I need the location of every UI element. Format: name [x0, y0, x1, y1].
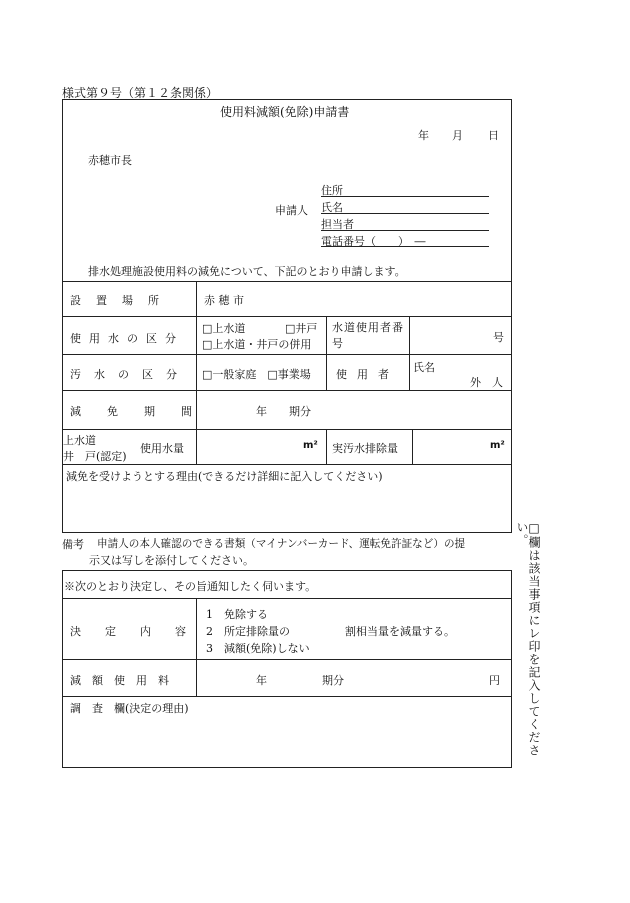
- decision-item3: 3 減額(免除)しない: [206, 642, 310, 655]
- period-value: 年 期分: [256, 405, 311, 418]
- column-divider: [196, 429, 197, 464]
- sewage-type-label: 汚水の区分: [70, 368, 190, 381]
- decision-item1: 1 免除する: [206, 608, 268, 621]
- water-option-tap[interactable]: □上水道: [202, 322, 246, 335]
- sewage-options[interactable]: □一般家庭 □事業場: [202, 368, 311, 381]
- water-user-number-label: 水道使用者番号: [332, 321, 404, 350]
- location-label-text: 設置場所: [70, 294, 174, 307]
- phone-field-line[interactable]: [321, 246, 489, 247]
- source-line1: 上水道: [63, 434, 96, 447]
- water-user-number-suffix: 号: [493, 331, 504, 344]
- source-line2: 井 戸(認定): [63, 450, 127, 463]
- row-divider: [62, 464, 512, 465]
- note-prefix: 備考: [62, 538, 84, 551]
- applicant-phone-label: 電話番号（ ） ―: [321, 235, 426, 248]
- row-divider: [62, 696, 512, 697]
- date-day-label: 日: [488, 129, 499, 142]
- column-divider: [326, 316, 327, 390]
- name-field-line[interactable]: [321, 213, 489, 214]
- fee-unit: 円: [489, 674, 500, 687]
- applicant-address-label: 住所: [321, 184, 343, 197]
- addressee: 赤穂市長: [88, 154, 132, 167]
- usage-amount-label: 使用水量: [140, 442, 184, 455]
- decision-header: ※次のとおり決定し、その旨通知したく伺います。: [64, 580, 317, 593]
- user-label: 使用者: [336, 368, 399, 381]
- address-field-line[interactable]: [321, 196, 489, 197]
- water-option-both[interactable]: □上水道・井戸の併用: [202, 338, 312, 351]
- row-divider: [62, 390, 512, 391]
- fee-label: 減額使用料: [70, 674, 180, 687]
- decision-table: [62, 570, 512, 768]
- note-line1: 申請人の本人確認のできる書類（マイナンバーカード、運転免許証など）の提: [97, 538, 466, 550]
- actual-discharge-label: 実汚水排除量: [332, 442, 398, 455]
- row-divider: [62, 354, 512, 355]
- column-divider: [326, 429, 327, 464]
- row-divider: [62, 598, 512, 599]
- date-month-label: 月: [452, 129, 463, 142]
- note-line2: 示又は写しを添付してください。: [89, 554, 254, 567]
- form-header-box: [62, 99, 512, 282]
- date-year-label: 年: [418, 129, 429, 142]
- other-persons-suffix: 外 人: [470, 376, 503, 389]
- form-title: 使用料減額(免除)申請書: [220, 105, 350, 119]
- water-type-label: 使用水の区分: [70, 332, 184, 345]
- column-divider: [412, 429, 413, 464]
- survey-label: 調 査 欄(決定の理由): [70, 702, 189, 715]
- applicant-person-label: 担当者: [321, 218, 354, 231]
- decision-item2: 2 所定排除量の 割相当量を減量する。: [206, 625, 455, 638]
- form-number: 様式第９号（第１２条関係）: [62, 86, 219, 100]
- user-name-label: 氏名: [413, 361, 435, 374]
- row-divider: [62, 659, 512, 660]
- intro-text: 排水処理施設使用料の減免について、下記のとおり申請します。: [88, 265, 406, 278]
- column-divider: [409, 316, 410, 390]
- side-note: □欄は該当事項にレ印を記入してください。: [515, 521, 541, 757]
- discharge-unit: m²: [490, 440, 505, 451]
- period-label: 減免期間: [70, 405, 218, 418]
- person-field-line[interactable]: [321, 230, 489, 231]
- water-option-well[interactable]: □井戸: [285, 322, 318, 335]
- decision-label: 決定内容: [70, 625, 210, 638]
- fee-period: 年 期分: [256, 674, 344, 687]
- applicant-name-label: 氏名: [321, 201, 343, 214]
- row-divider: [62, 316, 512, 317]
- column-divider: [196, 598, 197, 696]
- reason-label: 減免を受けようとする理由(できるだけ詳細に記入してください): [66, 470, 383, 483]
- usage-unit: m²: [303, 440, 318, 451]
- location-label: [70, 292, 188, 308]
- location-value: 赤 穂 市: [204, 294, 244, 307]
- applicant-label: 申請人: [275, 204, 308, 217]
- row-divider: [62, 429, 512, 430]
